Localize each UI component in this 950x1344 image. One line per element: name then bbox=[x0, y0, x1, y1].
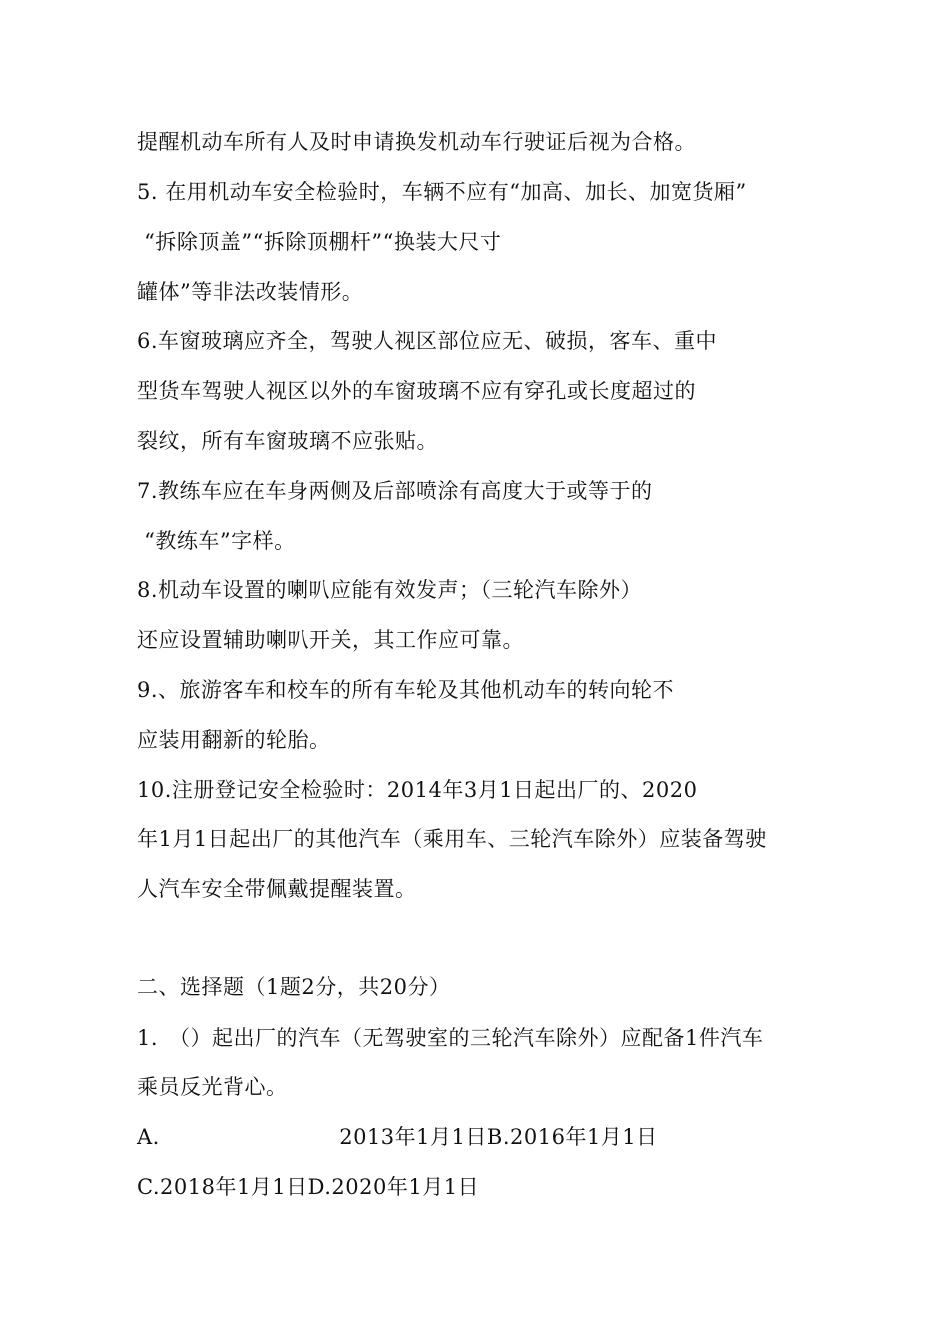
text-line: 年1月1日起出厂的其他汽车（乘用车、三轮汽车除外）应装备驾驶 bbox=[137, 827, 767, 851]
text-line: 裂纹，所有车窗玻璃不应张贴。 bbox=[137, 429, 438, 453]
text-line: 型货车驾驶人视区以外的车窗玻璃不应有穿孔或长度超过的 bbox=[137, 379, 696, 403]
text-line: 9.、旅游客车和校车的所有车轮及其他机动车的转向轮不 bbox=[137, 678, 675, 702]
text-line: “拆除顶盖”“拆除顶棚杆”“换装大尺寸 bbox=[137, 230, 502, 254]
question-line: 1. （）起出厂的汽车（无驾驶室的三轮汽车除外）应配备1件汽车 bbox=[137, 1026, 764, 1050]
text-line: 人汽车安全带佩戴提醒装置。 bbox=[137, 877, 417, 901]
answer-options-line: C.2018年1月1日D.2020年1月1日 bbox=[137, 1175, 480, 1199]
text-line: 8.机动车设置的喇叭应能有效发声；（三轮汽车除外） bbox=[137, 578, 643, 602]
text-line: 还应设置辅助喇叭开关，其工作应可靠。 bbox=[137, 628, 524, 652]
text-line: 7.教练车应在车身两侧及后部喷涂有高度大于或等于的 bbox=[137, 479, 653, 503]
text-line: 6.车窗玻璃应齐全，驾驶人视区部位应无、破损，客车、重中 bbox=[137, 329, 718, 353]
text-line: 罐体”等非法改装情形。 bbox=[137, 280, 364, 304]
text-line: 提醒机动车所有人及时申请换发机动车行驶证后视为合格。 bbox=[137, 130, 696, 154]
text-line: 5. 在用机动车安全检验时，车辆不应有“加高、加长、加宽货厢” bbox=[137, 180, 747, 204]
text-line: 10.注册登记安全检验时：2014年3月1日起出厂的、2020 bbox=[137, 778, 698, 802]
question-line: 乘员反光背心。 bbox=[137, 1075, 288, 1099]
section-heading: 二、选择题（1题2分，共20分） bbox=[137, 975, 451, 999]
answer-options-line: A. 2013年1月1日B.2016年1月1日 bbox=[137, 1125, 658, 1149]
text-line: “教练车”字样。 bbox=[137, 529, 296, 553]
text-line: 应装用翻新的轮胎。 bbox=[137, 728, 331, 752]
